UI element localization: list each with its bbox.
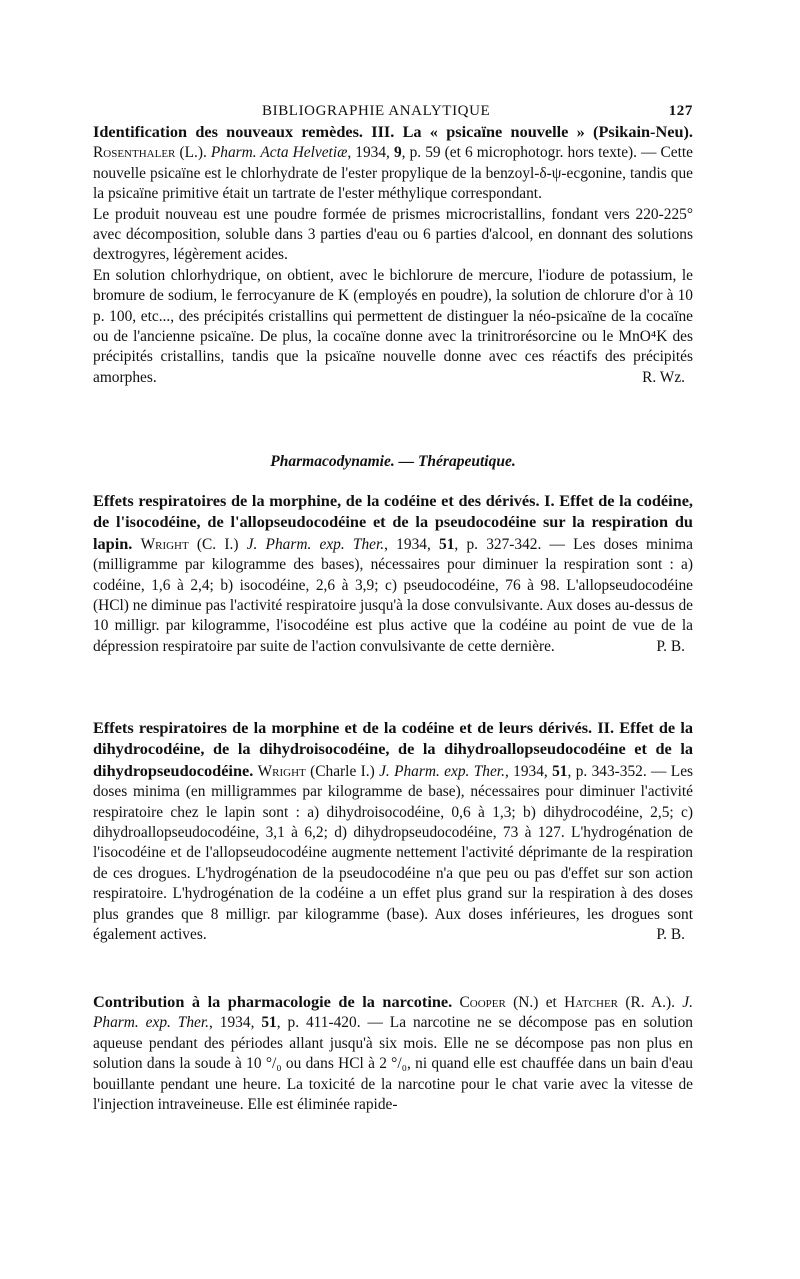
abstract-paragraph [93, 491, 693, 657]
author-name-2: Hatcher [564, 994, 619, 1011]
author-name: Cooper [459, 994, 506, 1011]
reviewer-signature: R. Wz. [642, 368, 685, 386]
author-initials: (Charle I.) [305, 762, 380, 780]
journal-name: Pharm. Acta Helvetiæ [210, 144, 348, 162]
author-name: Wright [257, 762, 306, 780]
author-initials: (L.). [175, 144, 211, 162]
abstract-morphine-codeine-1 [93, 491, 693, 657]
journal-name: J. Pharm. exp. Ther. [246, 535, 385, 553]
publication-year: , 1934, [384, 535, 440, 553]
volume-number: 51 [439, 535, 455, 553]
author-name: Rosenthaler [93, 144, 176, 162]
abstract-heading: Identification des nouveaux remèdes. III. La « psicaïne nouvelle » (Psikain-Neu). [93, 122, 693, 141]
abstract-heading: Effets respiratoires de la morphine et de la codéine et de leurs dérivés. II. Effet de la dihydrocodéine, de la dihydroisocodéine, de la dihydroallopseudocodéine et de la dihydropseudocodéine. [93, 718, 693, 780]
abstract-paragraph [93, 205, 693, 266]
abstract-heading: Contribution à la pharmacologie de la narcotine. [93, 992, 453, 1011]
reviewer-signature: P. B. [656, 637, 685, 655]
volume-number: 51 [552, 762, 568, 780]
publication-year: , 1934, [209, 1014, 262, 1032]
volume-number: 9 [393, 144, 402, 162]
running-title: BIBLIOGRAPHIE ANALYTIQUE [262, 103, 491, 119]
abstract-psicaine [93, 122, 693, 388]
author-initials: (C. I.) [188, 535, 247, 553]
volume-number: 51 [261, 1014, 277, 1032]
abstract-text: En solution chlorhydrique, on obtient, avec le bichlorure de mercure, l'iodure de potassium, le bromure de sodium, le ferrocyanure de K (employés en poudre), la solution de chlorure d'or à 10 p. 100, etc..., des précipités cristallins qui permettent de distinguer la néo-psicaïne de la cocaïne ou de l'ancienne psicaïne. De plus, la cocaïne donne avec la trinitrorésorcine ou le MnO⁴K des précipités cristallins, tandis que la psicaïne nouvelle donne avec ces réactifs des précipités amorphes. [93, 266, 693, 386]
section-title: Pharmacodynamie. — Thérapeutique. [270, 453, 516, 470]
abstract-paragraph [93, 718, 693, 945]
abstract-paragraph [93, 122, 693, 205]
journal-name: J. Pharm. exp. Ther. [93, 994, 693, 1032]
page-number: 127 [668, 103, 693, 119]
author-initials-2: (R. A.). [618, 994, 683, 1011]
abstract-paragraph [93, 266, 693, 388]
abstract-text: , p. 411-420. — La narcotine ne se décompose pas en solution aqueuse pendant des périodes allant jusqu'à six mois. Elle ne se décompose pas non plus en solution dans la soude à 10 °/₀ ou dans HCl à 2 °/₀, ni quand elle est chauffée dans un bain d'eau bouillante pendant une heure. La toxicité de la narcotine pour le chat varie avec la vitesse de l'injection intraveineuse. Elle est éliminée rapide- [93, 1014, 693, 1114]
abstract-paragraph [93, 992, 693, 1115]
abstract-text: , p. 327-342. — Les doses minima (milligramme par kilogramme des bases), nécessaires pour diminuer la respiration sont : a) codéine, 1,6 à 2,4; b) isocodéine, 2,6 à 3,9; c) pseudocodéine, 76 à 98. L'allopseudocodéine (HCl) ne diminue pas l'activité respiratoire jusqu'à la dose convulsivante. Aux doses au-dessus de 10 milligr. par kilogramme, l'isocodéine est plus active que la codéine au point de vue de la dépression respiratoire par suite de l'action convulsivante de cette dernière. [93, 535, 693, 655]
abstract-morphine-codeine-2 [93, 718, 693, 945]
abstract-text: , p. 59 (et 6 microphotogr. hors texte). — Cette nouvelle psicaïne est le chlorhydrate de l'ester propylique de la benzoyl-δ-ψ-ecgonine, tandis que la psicaïne primitive était un tartrate de l'ester méthylique correspondant. [93, 144, 693, 203]
abstract-heading: Effets respiratoires de la morphine, de la codéine et des dérivés. I. Effet de la codéine, de l'isocodéine, de l'allopseudocodéine et de la pseudocodéine sur la respiration du lapin. [93, 491, 693, 553]
abstract-text: , p. 343-352. — Les doses minima (en milligrammes par kilogramme de base), nécessaires pour diminuer l'activité respiratoire chez le lapin sont : a) dihydroisocodéine, 0,6 à 1,3; b) dihydrocodéine, 2,5; c) dihydroallopseudocodéine, 3,1 à 6,2; d) dihydropseudocodéine, 73 à 127. L'hydrogénation de l'isocodéine et de l'allopseudocodéine augmente nettement l'activité déprimante de la respiration de ces drogues. L'hydrogénation de la pseudocodéine n'a que peu ou pas d'effet sur son action respiratoire. L'hydrogénation de la codéine a un effet plus grand sur la respiration à des doses plus grandes que 8 milligr. par kilogramme (base). Aux doses inférieures, les drogues sont également actives. [93, 762, 694, 944]
publication-year: , 1934, [347, 144, 394, 162]
abstract-text: Le produit nouveau est une poudre formée de prismes microcristallins, fondant vers 220-225° avec décomposition, soluble dans 3 parties d'eau ou 6 parties d'alcool, en donnant des solutions dextrogyres, légèrement acides. [93, 205, 693, 264]
journal-name: J. Pharm. exp. Ther. [379, 762, 505, 780]
reviewer-signature: P. B. [656, 926, 685, 944]
author-initials: (N.) et [505, 994, 565, 1011]
author-name: Wright [140, 535, 189, 553]
abstract-narcotine [93, 992, 693, 1115]
publication-year: , 1934, [504, 762, 553, 780]
